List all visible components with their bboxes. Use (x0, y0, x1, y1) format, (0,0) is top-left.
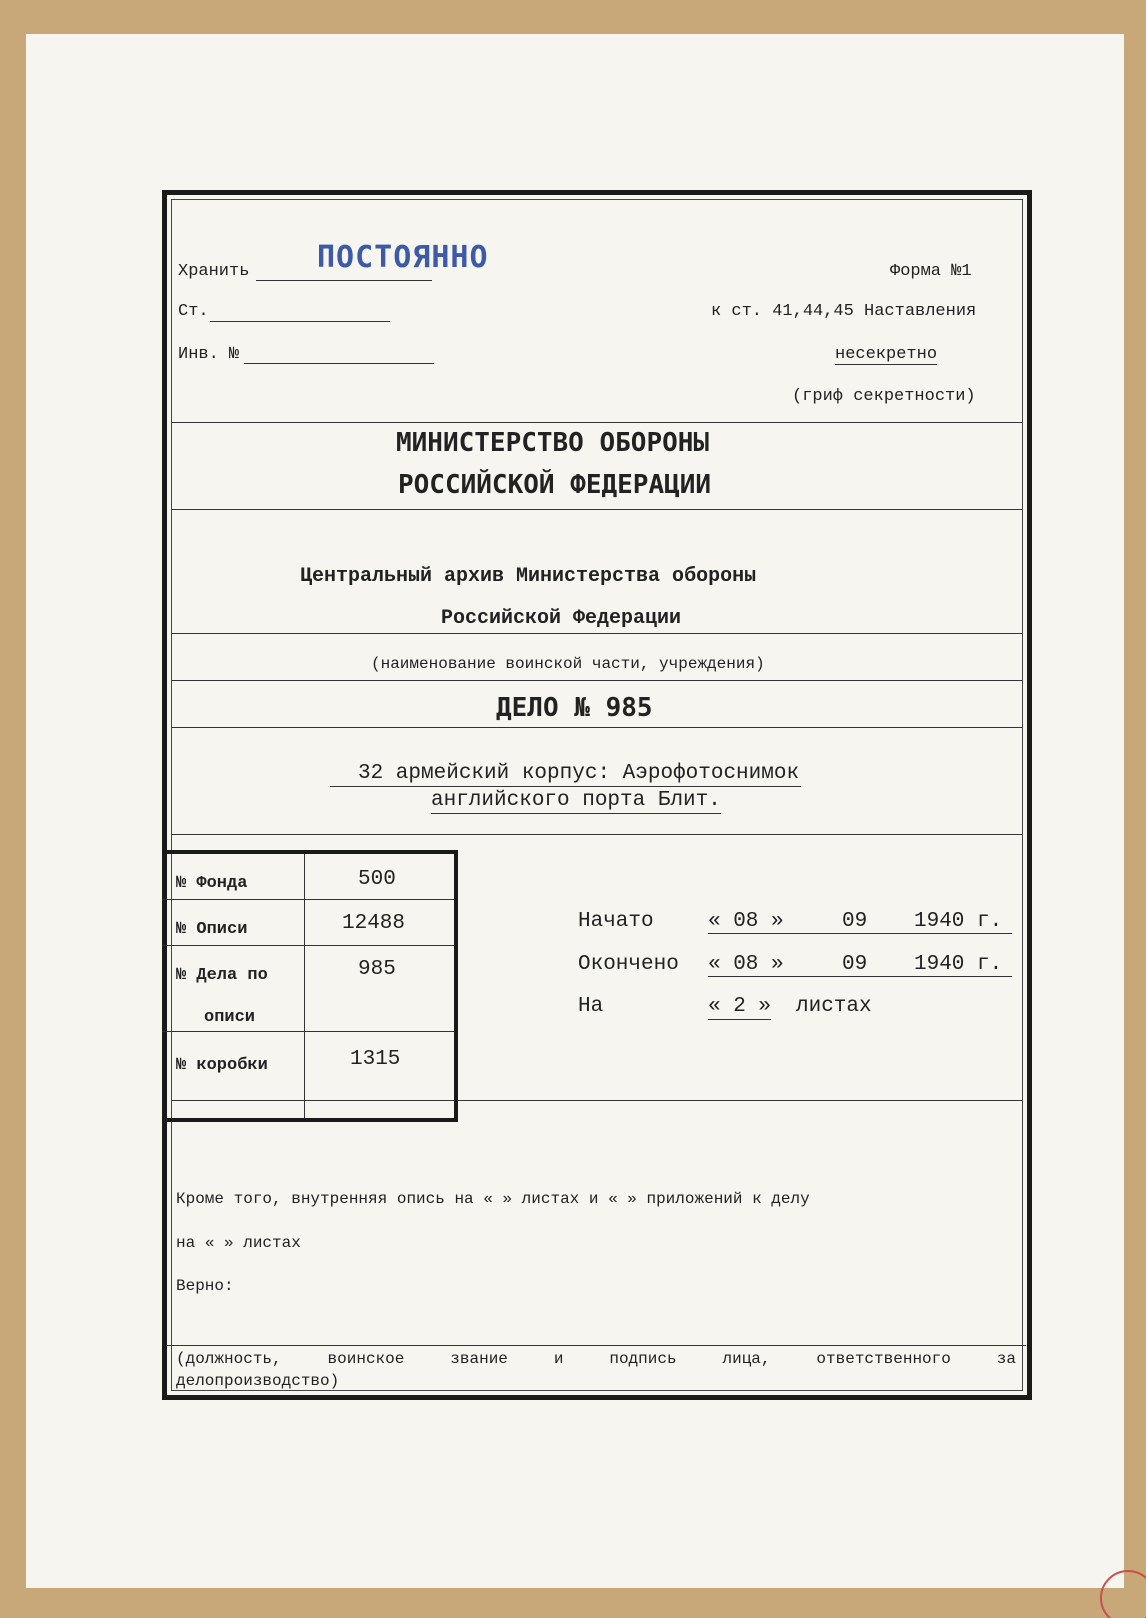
case-title-prefix: ДЕЛО № (496, 693, 590, 723)
delo-value: 985 (358, 958, 396, 981)
sign-word: лица, (722, 1350, 771, 1368)
box-label: № коробки (176, 1056, 268, 1075)
start-day: « 08 » (708, 910, 784, 933)
table-row (162, 1032, 454, 1122)
footer-line2: на « » листах (176, 1234, 301, 1252)
end-month: 09 (842, 953, 868, 976)
sign-word: за (996, 1350, 1016, 1368)
divider (172, 509, 1022, 510)
case-number: 985 (605, 693, 653, 723)
delo-label-2: описи (204, 1008, 256, 1027)
sheets-unit: листах (796, 995, 872, 1018)
box-value: 1315 (350, 1048, 401, 1071)
table-row (162, 854, 454, 900)
sheets-value: « 2 » (708, 995, 772, 1018)
form-label: Форма №1 (890, 262, 972, 281)
archive-line2: Российской Федерации (441, 607, 682, 630)
st-underline (210, 321, 390, 322)
divider (172, 834, 1022, 835)
signature-line (166, 1345, 1026, 1346)
table-row (162, 900, 454, 946)
footer-line3: Верно: (176, 1277, 234, 1295)
inv-label: Инв. № (178, 345, 240, 364)
divider (172, 680, 1022, 681)
fond-label: № Фонда (176, 874, 248, 893)
sign-word: звание (450, 1350, 508, 1368)
ministry-line1: МИНИСТЕРСТВО ОБОРОНЫ (396, 428, 710, 458)
case-desc-line1: 32 армейский корпус: Аэрофотоснимок (330, 762, 801, 787)
divider (172, 633, 1022, 634)
sign-word: ответственного (816, 1350, 951, 1368)
case-info-table (162, 850, 458, 1122)
fond-value: 500 (358, 868, 396, 891)
opis-value: 12488 (342, 912, 406, 935)
start-underline (708, 933, 1012, 934)
ref-label: к ст. 41,44,45 Наставления (711, 302, 977, 321)
table-row (162, 946, 454, 1032)
end-underline (708, 976, 1012, 977)
end-year: 1940 г. (914, 953, 1003, 976)
secrecy-caption: (гриф секретности) (792, 387, 976, 406)
opis-label: № Описи (176, 920, 248, 939)
delo-label: № Дела по (176, 966, 268, 985)
store-underline (256, 280, 432, 281)
sign-word: воинское (327, 1350, 405, 1368)
store-label: Хранить (178, 262, 250, 281)
store-stamp: ПОСТОЯННО (317, 240, 489, 275)
sign-word: и (553, 1350, 564, 1368)
case-title (496, 693, 653, 723)
inv-underline (244, 363, 434, 364)
ministry-line2: РОССИЙСКОЙ ФЕДЕРАЦИИ (398, 470, 712, 500)
start-month: 09 (842, 910, 868, 933)
end-day: « 08 » (708, 953, 784, 976)
end-label: Окончено (578, 953, 679, 976)
signature-caption (176, 1350, 1016, 1368)
st-label: Ст. (178, 302, 209, 321)
sheets-label: На (578, 995, 604, 1018)
archive-line1: Центральный архив Министерства обороны (300, 565, 757, 588)
sign-word: подпись (609, 1350, 677, 1368)
secrecy-value: несекретно (835, 345, 938, 364)
archive-caption: (наименование воинской части, учреждения) (371, 655, 765, 673)
footer-line1: Кроме того, внутренняя опись на « » листах и « » приложений к делу (176, 1190, 810, 1208)
sign-word: (должность, (176, 1350, 282, 1368)
sign-line2: делопроизводство) (176, 1372, 340, 1390)
case-desc-line2: английского порта Блит. (431, 789, 721, 812)
start-year: 1940 г. (914, 910, 1003, 933)
start-label: Начато (578, 910, 654, 933)
divider (172, 422, 1022, 423)
divider (172, 727, 1022, 728)
